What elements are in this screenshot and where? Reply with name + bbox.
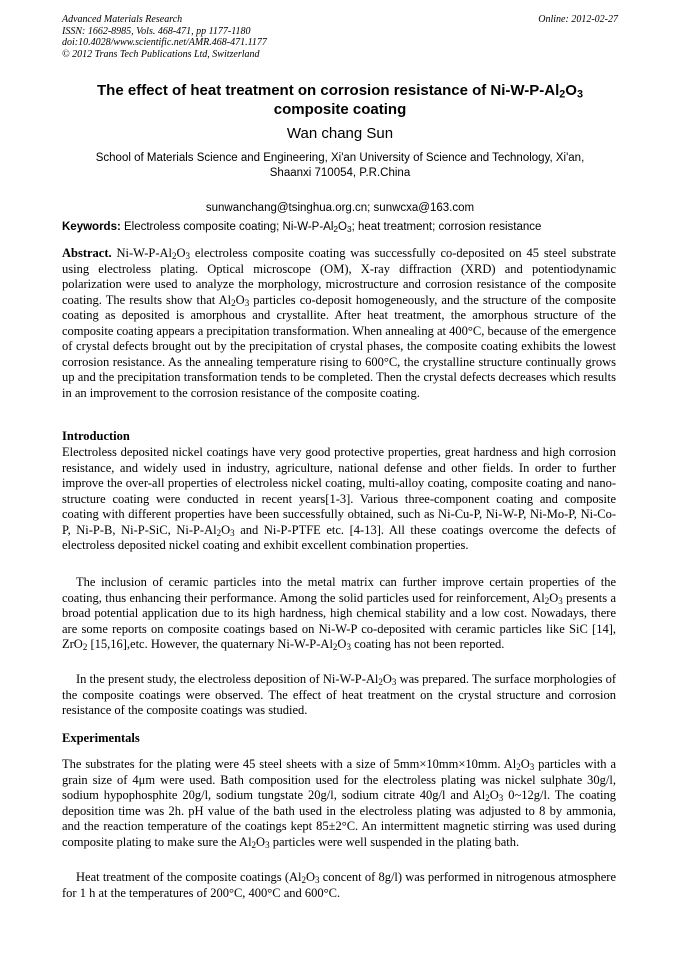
introduction-paragraph-2 <box>62 575 616 653</box>
keywords-text: Electroless composite coating; Ni-W-P-Al <box>120 221 334 233</box>
paragraph-text: Electroless deposited nickel coatings have very good protective properties, great hardness and high corrosion resistance, and widely used in industry, agriculture, national defense and other fields. In order to further improve the over-all properties of electroless nickel coating, multi-alloy coating, composite coating and nano-structure coating were conducted in recent years[1-3]. Various three-component coating and composite coating with different properties have been successfully obtained, such as Ni-Cu-P, Ni-W-P, Ni-Mo-P, Ni-Co-P, Ni-P-B, Ni-P-SiC, Ni-P-Al <box>62 445 616 537</box>
paragraph-text: O <box>256 834 266 849</box>
author-name: Wan chang Sun <box>286 125 394 142</box>
abstract-text: electroless composite coating was successfully co-deposited on 45 steel substrate using electroless plating. Optical microscope (OM), X-ray diffraction (XRD) and potentiodynamic polarization were used to analyze the morphology, microstructure and corrosion resistance of the composite coating. The results show that Al <box>62 246 616 307</box>
author-email[interactable]: sunwanchang@tsinghua.org.cn; sunwcxa@163.com <box>205 202 475 214</box>
subscript: 3 <box>558 595 563 606</box>
affiliation <box>62 151 618 181</box>
paragraph-text: In the present study, the electroless deposition of Ni-W-P-Al <box>76 672 379 686</box>
subscript: 2 <box>251 839 257 850</box>
paragraph-text: O <box>305 870 316 884</box>
paragraph-text: was prepared. The surface morphologies of the composite coatings were observed. The effect of heat treatment on the crystal structure and corrosion resistance of the composite coatings was studied. <box>62 672 617 717</box>
keywords-label: Keywords: <box>62 221 121 233</box>
affiliation-line-1: School of Materials Science and Engineering, Xi'an University of Science and Technology, Xi'an, <box>95 152 585 164</box>
subscript: 2 <box>516 761 521 772</box>
abstract-text: particles co-deposit homogeneously, and the structure of the composite coating as deposited is amorphous and crystallite. After heat treatment, the amorphous structure of the composite coating appears a precipitation transformation. When annealing at 400°C, because of the emergence of crystal defects brought out by the precipitation of crystal phases, the composite coating exhibits the lowest corrosion resistance. As the annealing temperature rising to 600°C, the crystalline structure continually grows up and the precipitation transformation tends to be completed. Then the crystal defects decreases which results in an improvement to the corrosion resistance of the composite coating. <box>62 292 616 400</box>
title-text: O <box>565 82 577 99</box>
paragraph-text: [15,16],etc. However, the quaternary Ni-W-P-Al <box>87 637 333 651</box>
affiliation-line-2: Shaanxi 710054, P.R.China <box>269 167 411 179</box>
subscript: 2 <box>332 641 338 652</box>
abstract-label: Abstract. <box>62 246 112 260</box>
subscript: 3 <box>498 792 504 803</box>
issn-line: ISSN: 1662-8985, Vols. 468-471, pp 1177-1180 <box>62 25 251 37</box>
paragraph-text: O <box>549 590 559 605</box>
experimentals-paragraph-2 <box>62 870 616 901</box>
subscript: 3 <box>265 839 270 850</box>
copyright-line: © 2012 Trans Tech Publications Ltd, Switzerland <box>62 48 260 60</box>
abstract-text: Ni-W-P-Al <box>111 246 173 260</box>
title-line-2: composite coating <box>273 101 407 118</box>
paragraph-text: O <box>489 788 499 802</box>
abstract-text: O <box>235 292 245 307</box>
subscript: 2 <box>82 641 88 652</box>
paragraph-text: Heat treatment of the composite coatings (Al <box>76 870 302 884</box>
subscript: 3 <box>230 527 235 538</box>
paragraph-text: presents a broad potential application due to its high hardness, high chemical stability and a low cost. Nowadays, there are some reports on composite coatings based on Ni-W-P co-deposited with ceramic particles like SiC [14], ZrO <box>62 590 617 651</box>
experimentals-paragraph-1 <box>62 757 616 850</box>
subscript: 2 <box>172 250 177 261</box>
paragraph-text: particles were well suspended in the plating bath. <box>269 834 520 849</box>
title-text: The effect of heat treatment on corrosion resistance of Ni-W-P-Al <box>97 82 560 99</box>
subscript: 3 <box>346 224 352 234</box>
subscript: 2 <box>485 792 490 803</box>
introduction-heading: Introduction <box>62 429 130 443</box>
keywords-text: O <box>338 221 347 233</box>
paragraph-text: O <box>337 637 347 651</box>
subscript: 2 <box>333 224 339 234</box>
subscript: 3 <box>529 761 535 772</box>
abstract-paragraph <box>62 246 616 401</box>
paragraph-text: concent of 8g/l) was performed in nitrogenous atmosphere for 1 h at the temperatures of 200°C, 400°C and 600°C. <box>62 870 616 900</box>
abstract-text: O <box>176 246 186 260</box>
introduction-paragraph-3 <box>62 672 616 719</box>
subscript: 2 <box>301 874 306 885</box>
subscript: 3 <box>244 297 250 308</box>
journal-header <box>62 14 618 60</box>
experimentals-heading: Experimentals <box>62 731 140 745</box>
keywords <box>62 220 618 235</box>
paragraph-text: and Ni-P-PTFE etc. [4-13]. All these coatings overcome the defects of electroless deposited nickel coating and exhibit excellent combination properties. <box>62 522 617 552</box>
subscript: 3 <box>315 874 320 885</box>
paragraph-text: O <box>520 757 530 771</box>
paragraph-text: O <box>382 672 392 686</box>
doi-line: doi:10.4028/www.scientific.net/AMR.468-471.1177 <box>62 37 267 48</box>
introduction-paragraph-1 <box>62 445 616 554</box>
paper-title <box>62 81 618 119</box>
subscript: 2 <box>231 297 236 308</box>
subscript: 3 <box>346 641 351 652</box>
paragraph-text: coating has not been reported. <box>350 637 505 651</box>
paragraph-text: 0~12g/l. The coating deposition time was 2h. pH value of the bath used in the electroless plating was adjusted to 8 by ammonia, and the reaction temperature of the coatings kept 85±2°C. An intermittent magnetic stirring was used during composite plating to make sure the Al <box>62 788 616 849</box>
subscript: 2 <box>544 595 550 606</box>
paragraph-text: particles with a grain size of 4μm were used. Bath composition used for the electroless plating was nickel sulphate 30g/l, sodium hypophosphite 20g/l, sodium tungstate 20g/l, sodium citrate 40g/l and Al <box>62 757 616 802</box>
online-date: Online: 2012-02-27 <box>538 14 618 25</box>
paragraph-text: O <box>221 522 231 537</box>
subscript: 2 <box>378 676 383 687</box>
journal-name: Advanced Materials Research <box>62 14 183 25</box>
subscript: 3 <box>185 250 191 261</box>
paragraph-text: The inclusion of ceramic particles into the metal matrix can further improve certain properties of the coating, thus enhancing their performance. Among the solid particles used for reinforcement, Al <box>62 575 616 605</box>
paragraph-text: The substrates for the plating were 45 steel sheets with a size of 5mm×10mm×10mm. Al <box>62 757 517 771</box>
subscript: 2 <box>216 527 222 538</box>
title-subscript: 3 <box>576 88 583 101</box>
subscript: 3 <box>391 676 397 687</box>
title-subscript: 2 <box>559 88 566 101</box>
keywords-text: ; heat treatment; corrosion resistance <box>351 221 542 233</box>
